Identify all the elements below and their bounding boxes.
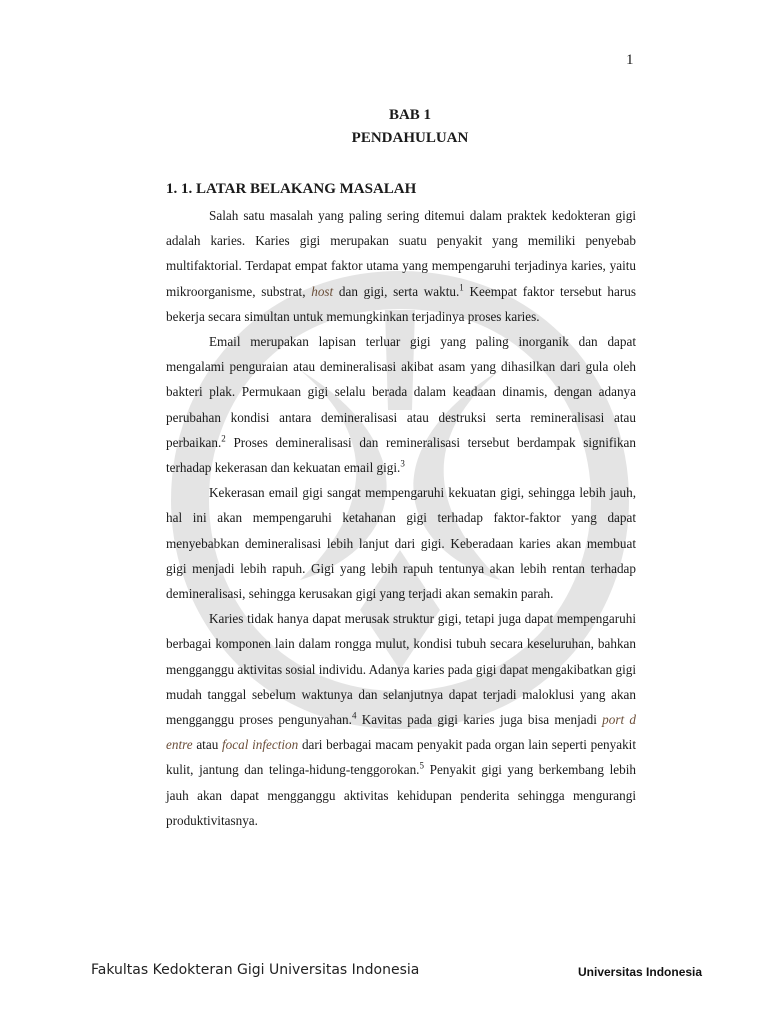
italic-term: host bbox=[311, 283, 334, 299]
chapter-title: PENDAHULUAN bbox=[351, 130, 469, 146]
italic-term: focal infection bbox=[222, 737, 299, 753]
paragraph-4 bbox=[166, 606, 636, 833]
text-run: Salah satu masalah yang paling sering ditemui dalam praktek kedokteran gigi adalah karies. Karies gigi merupakan suatu penyakit yang memiliki penyebab multifaktorial. Terdapat empat faktor utama yang mempengaruhi terjadinya karies, yaitu mikroorganisme, substrat, bbox=[166, 208, 636, 299]
page-number: 1 bbox=[626, 52, 634, 68]
footer-faculty: Fakultas Kedokteran Gigi Universitas Indonesia bbox=[91, 962, 420, 978]
text-run: dan gigi, serta waktu. bbox=[333, 283, 460, 299]
italic-term: port d entre bbox=[166, 712, 636, 753]
citation-superscript: 1 bbox=[459, 282, 464, 293]
text-run: Kavitas pada gigi karies juga bisa menjadi bbox=[356, 712, 603, 728]
text-run: dari berbagai macam penyakit pada organ lain seperti penyakit kulit, jantung dan telinga-hidung-tenggorokan. bbox=[166, 737, 637, 778]
citation-superscript: 4 bbox=[351, 710, 357, 721]
chapter-label: BAB 1 bbox=[388, 107, 432, 123]
citation-superscript: 5 bbox=[419, 761, 424, 772]
text-run: Proses demineralisasi dan remineralisasi tersebut berdampak signifikan terhadap kekerasan dan kekuatan email gigi. bbox=[166, 434, 636, 476]
footer-university: Universitas Indonesia bbox=[578, 965, 703, 979]
text-run: atau bbox=[192, 737, 222, 753]
citation-superscript: 3 bbox=[400, 458, 405, 469]
paragraph-1 bbox=[166, 203, 636, 329]
paragraph-2 bbox=[166, 329, 636, 480]
text-run: Keempat faktor tersebut harus bekerja secara simultan untuk memungkinkan terjadinya proses karies. bbox=[166, 283, 636, 324]
text-run: Kekerasan email gigi sangat mempengaruhi kekuatan gigi, sehingga lebih jauh, hal ini akan mempengaruhi ketahanan gigi terhadap faktor-faktor yang dapat menyebabkan demineralisasi lebih lanjut dari gigi. Keberadaan karies akan membuat gigi menjadi lebih rapuh. Gigi yang lebih rapuh tentunya akan lebih rentan terhadap demineralisasi, sehingga kerusakan gigi yang terjadi akan semakin parah. bbox=[166, 485, 636, 602]
citation-superscript: 2 bbox=[221, 433, 226, 444]
body-text bbox=[166, 203, 636, 833]
paragraph-3 bbox=[166, 480, 636, 606]
text-run: Karies tidak hanya dapat merusak struktur gigi, tetapi juga dapat mempengaruhi berbagai komponen lain dalam rongga mulut, kondisi tubuh secara keseluruhan, bahkan mengganggu aktivitas sosial individu. Adanya karies pada gigi dapat mengakibatkan gigi mudah tanggal sebelum waktunya dan selanjutnya dapat terjadi maloklusi yang akan mengganggu proses pengunyahan. bbox=[166, 611, 636, 728]
text-run: Penyakit gigi yang berkembang lebih jauh akan dapat mengganggu aktivitas kehidupan penderita sehingga mengurangi produktivitasnya. bbox=[166, 762, 636, 828]
text-run: Email merupakan lapisan terluar gigi yang paling inorganik dan dapat mengalami penguraian atau demineralisasi akibat asam yang dihasilkan dari gula oleh bakteri plak. Permukaan gigi selalu berada dalam keadaan dinamis, dengan adanya perubahan kondisi antara demineralisasi atau destruksi serta remineralisasi atau perbaikan. bbox=[166, 334, 636, 450]
section-heading: 1. 1. LATAR BELAKANG MASALAH bbox=[166, 181, 417, 197]
